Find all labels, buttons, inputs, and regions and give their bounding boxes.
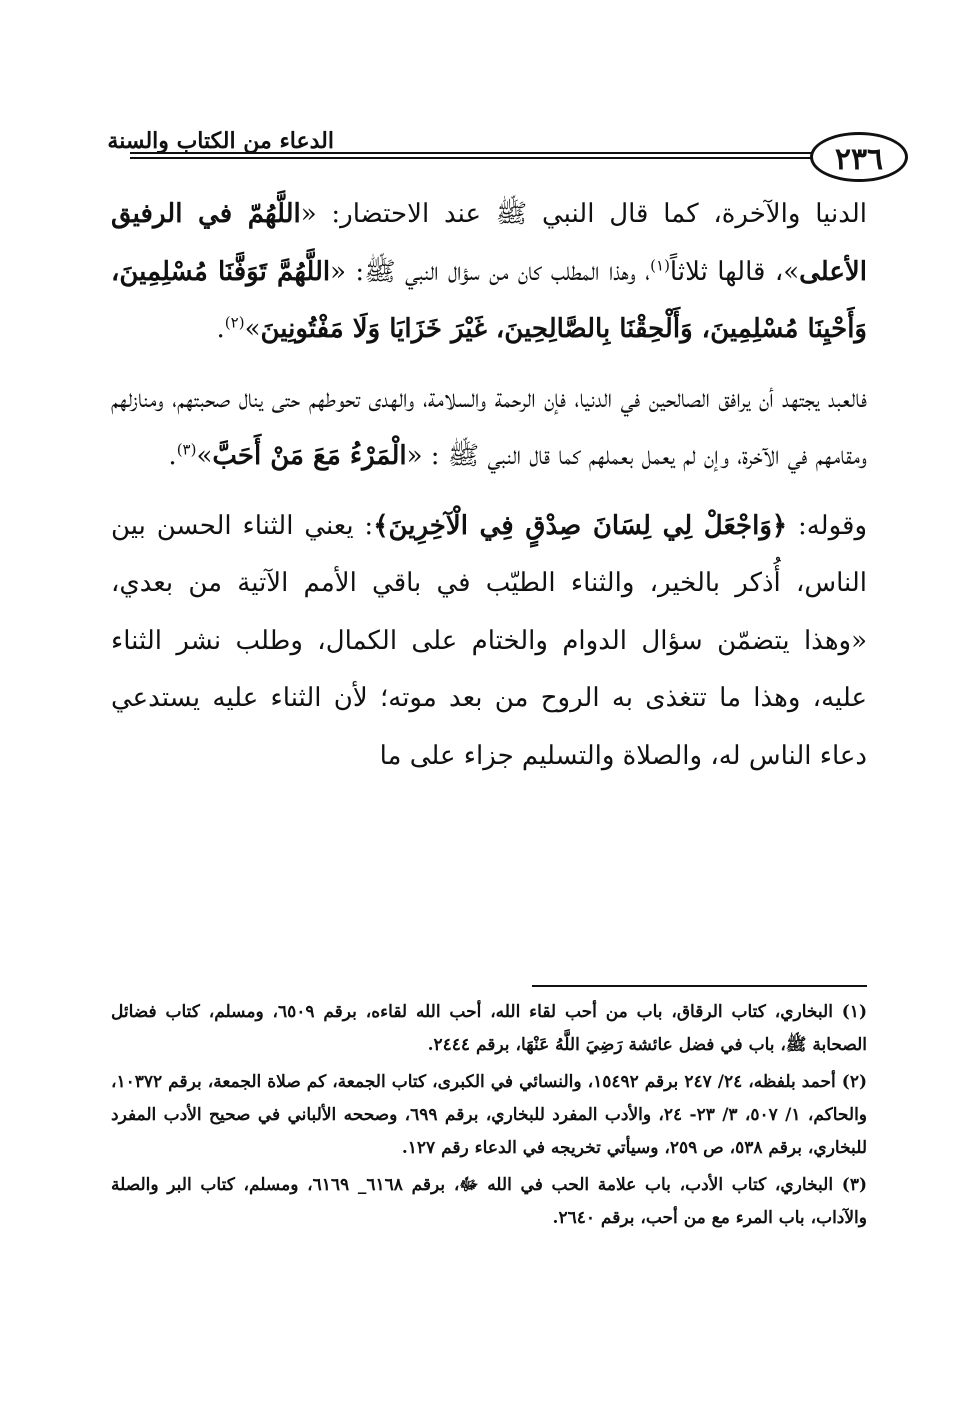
footnote-3: (٣) البخاري، كتاب الأدب، باب علامة الحب في الله ﷻ، برقم ٦١٦٨_ ٦١٦٩، ومسلم، كتاب البر والصلة والآداب، باب المرء مع من أحب، برقم ٢٦٤٠. xyxy=(111,1175,867,1228)
text-span: : يعني الثناء الحسن بين الناس، أُذكر بالخير، والثناء الطيّب في باقي الأمم الآتية من بعدي، «وهذا يتضمّن سؤال الدوام والختام على الكمال، وطلب نشر الثناء عليه، وهذا ما تتغذى به الروح من بعد موته؛ لأن الثناء عليه يستدعي دعاء الناس له، والصلاة والتسليم جزاء على ما xyxy=(111,510,867,771)
paragraph-3 xyxy=(111,498,867,786)
text-span: » xyxy=(196,441,213,471)
header-rule xyxy=(130,152,820,154)
text-span: فالعبد يجتهد أن يرافق الصالحين في الدنيا، فإن الرحمة والسلامة، والهدى تحوطهم حتى ينال صحبتهم، ومنازلهم ومقامهم في الآخرة، وإن لم يعمل بعملهم كما قال النبي ﷺ : « xyxy=(111,383,868,471)
page-number-badge: ٢٣٦ xyxy=(810,132,908,182)
paragraph-2 xyxy=(111,371,867,486)
footnote-2: (٢) أحمد بلفظه، ٢٤/ ٢٤٧ برقم ١٥٤٩٢، والنسائي في الكبرى، كتاب الجمعة، كم صلاة الجمعة، برقم ١٠٣٧٢، والحاكم، ١/ ٥٠٧، ٣/ ٢٣- ٢٤، والأدب المفرد للبخاري، برقم ٦٩٩، وصححه الألباني في صحيح الأدب المفرد للبخاري، برقم ٥٣٨، ص ٢٥٩، وسيأتي تخريجه في الدعاء رقم ١٢٧. xyxy=(111,1072,868,1158)
text-span: . xyxy=(168,441,177,471)
text-span: الدنيا والآخرة، كما قال النبي ﷺ عند الاحتضار: « xyxy=(300,199,867,229)
text-span: » xyxy=(244,314,261,344)
running-title: الدعاء من الكتاب والسنة xyxy=(107,128,334,154)
main-text xyxy=(111,186,867,785)
footnote-1: (١) البخاري، كتاب الرقاق، باب من أحب لقاء الله، أحب الله لقاءه، برقم ٦٥٠٩، ومسلم، كتاب فضائل الصحابة ﷺ، باب في فضل عائشة رَضِيَ اللَّهُ عَنْهَا، برقم ٢٤٤٤. xyxy=(111,1002,867,1055)
hadith-quote: الْمَرْءُ مَعَ مَنْ أَحَبَّ xyxy=(212,441,407,471)
quran-verse: ﴿وَاجْعَلْ لِي لِسَانَ صِدْقٍ فِي الْآخِرِينَ﴾ xyxy=(373,510,788,541)
hadith-quote: اللَّهُمّ في الرفيق الأعلى xyxy=(111,199,867,287)
footnotes xyxy=(111,996,867,1239)
footnote-ref: (٢) xyxy=(224,313,245,332)
hadith-quote: اللَّهُمَّ تَوَفَّنَا مُسْلِمِينَ، وَأَحْيِنَا مُسْلِمِينَ، وَأَلْحِقْنَا بِالصَّالِحِينَ، غَيْرَ خَزَايَا وَلَا مَفْتُونِينَ xyxy=(111,256,867,344)
footnote-ref: (١) xyxy=(650,255,670,274)
footnote-ref: (٣) xyxy=(176,440,197,459)
text-span: »، قالها ثلاثاً xyxy=(669,256,800,287)
paragraph-1 xyxy=(111,186,867,359)
text-span: ، وهذا المطلب كان من سؤال النبي ﷺ: « xyxy=(330,256,651,287)
footnote-separator xyxy=(532,985,867,987)
text-span: وقوله: xyxy=(787,510,868,541)
header-rule-secondary xyxy=(130,157,820,159)
text-span: . xyxy=(216,314,225,344)
